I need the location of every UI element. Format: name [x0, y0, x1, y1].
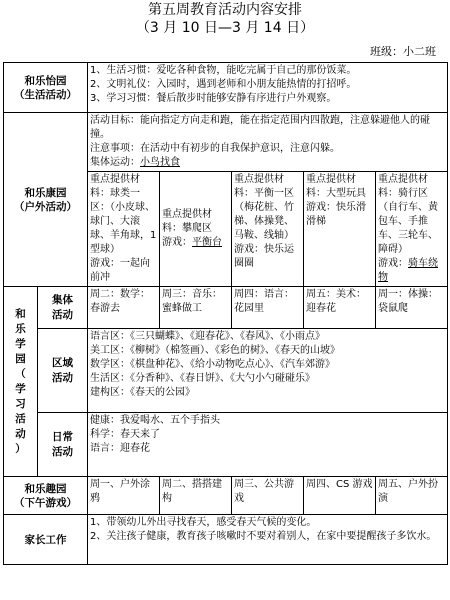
group-activity-cell: 周一：体操：袋鼠爬 — [376, 287, 448, 329]
outdoor-goal: 活动目标：能向指定方向走和跑，能在指定范围内四散跑，注意躲避他人的碰撞。 — [90, 115, 430, 140]
section-char: 乐 — [15, 322, 26, 335]
section-char: （ — [15, 367, 26, 380]
section-char: 园 — [15, 352, 26, 365]
material-text: 重点提供材料：大型玩具 — [306, 174, 366, 199]
area-item: 生活区：《分香种》、《春日饼》、《大勺小勺碰碰乐》 — [90, 373, 315, 384]
material-text: 重点提供材料：平衡一区（梅花桩、竹梯、体操凳、马鞍、线轴） — [234, 174, 294, 241]
parent-row — [4, 515, 448, 565]
section-char: 和 — [15, 307, 26, 320]
game-section-title: 和乐趣园 — [24, 482, 67, 495]
study-daily-label — [38, 413, 88, 477]
material-text: 重点提供材料：球类一区：（小皮球、球门、大滚球、羊角球，1 型球） — [90, 174, 157, 255]
section-char: 动 — [15, 427, 26, 440]
outdoor-material-cell — [304, 172, 376, 287]
game-section-cell — [4, 477, 88, 515]
study-group-label — [38, 287, 88, 329]
game-name: 骑车绕物 — [378, 258, 438, 283]
area-item: 数学区：《棋盘种花》、《给小动物吃点心》、《汽车郊游》 — [90, 359, 335, 370]
daily-activity-content — [88, 413, 448, 477]
life-item: 3、学习习惯：餐后散步时能够安静有序进行户外观察。 — [90, 93, 337, 104]
area-item: 美工区：《柳树》（棉签画）、《彩色的树》、《春天的山坡》 — [90, 345, 340, 356]
outdoor-material-cell — [376, 172, 448, 287]
study-area-row — [4, 329, 448, 413]
game-cell: 周四、CS 游戏 — [304, 477, 376, 515]
group-activity-cell: 周五：美术：迎春花 — [304, 287, 376, 329]
game-prefix: 游戏： — [378, 258, 408, 269]
outdoor-section-sub: （户外活动） — [14, 200, 77, 213]
game-cell: 周一、户外涂鸦 — [88, 477, 160, 515]
area-item: 建构区：《春天的公园》 — [90, 387, 195, 398]
page-title: 第五周教育活动内容安排 — [148, 2, 302, 18]
game-section-sub: （下午游戏） — [14, 496, 77, 509]
outdoor-material-cell — [88, 172, 160, 287]
parent-section-cell: 家长工作 — [4, 515, 88, 565]
study-section-title — [14, 307, 28, 457]
group-prefix: 集体运动： — [90, 157, 140, 168]
section-char: 学 — [15, 337, 26, 350]
parent-item: 2、关注孩子健康，教育孩子咳嗽时不要对着别人，在家中要提醒孩子多饮水。 — [90, 531, 437, 542]
life-item: 1、生活习惯：爱吃各种食物，能吃完属于自己的那份饭菜。 — [90, 65, 357, 76]
outdoor-info — [88, 113, 448, 172]
study-area-label — [38, 329, 88, 413]
outdoor-row — [4, 113, 448, 172]
group-label-text: 集体活动 — [52, 293, 73, 321]
outdoor-notice: 注意事项：在活动中有初步的自我保护意识，注意闪躲。 — [90, 143, 340, 154]
game-cell: 周二、搭搭建构 — [160, 477, 232, 515]
parent-item: 1、带领幼儿外出寻找春天，感受春天气候的变化。 — [90, 517, 317, 528]
group-activity-cell: 周二：数学：春游去 — [88, 287, 160, 329]
life-section-sub: （生活活动） — [14, 88, 77, 101]
life-content — [88, 63, 448, 113]
game-name: 快乐运圈圈 — [234, 244, 294, 269]
game-row — [4, 477, 448, 515]
daily-item: 科学：春天来了 — [90, 429, 160, 440]
game-name: 平衡台 — [192, 237, 222, 248]
area-item: 语言区：《三只蝴蝶》、《迎春花》、《春风》、《小雨点》 — [90, 331, 325, 342]
outdoor-material-cell — [232, 172, 304, 287]
section-char: 活 — [15, 412, 26, 425]
group-activity-cell: 周三：音乐：蜜蜂做工 — [160, 287, 232, 329]
study-daily-row — [4, 413, 448, 477]
game-cell: 周五、户外扮演 — [376, 477, 448, 515]
class-label: 班级：小二班 — [370, 45, 436, 58]
game-prefix: 游戏： — [162, 237, 192, 248]
daily-item: 语言：迎春花 — [90, 443, 150, 454]
life-section-cell — [4, 63, 88, 113]
section-char: 学 — [15, 382, 26, 395]
daily-item: 健康：我爱喝水、五个手指头 — [90, 415, 220, 426]
game-prefix: 游戏： — [234, 244, 264, 255]
schedule-table — [3, 62, 448, 565]
outdoor-section-title: 和乐康园 — [24, 186, 67, 199]
life-row — [4, 63, 448, 113]
group-activity-cell: 周四：语言：花园里 — [232, 287, 304, 329]
section-char: 习 — [15, 397, 26, 410]
game-name: 一起向前冲 — [90, 258, 150, 283]
outdoor-group — [90, 156, 445, 170]
life-item: 2、文明礼仪：入园时，遇到老师和小朋友能热情的打招呼。 — [90, 79, 357, 90]
study-group-row — [4, 287, 448, 329]
game-cell: 周三、公共游戏 — [232, 477, 304, 515]
daily-label-text: 日常活动 — [52, 430, 73, 458]
parent-content — [88, 515, 448, 565]
material-text: 重点提供材料：骑行区（自行车、黄包车、手推车、三轮车、障碍） — [378, 174, 438, 255]
group-name: 小鸟找食 — [140, 157, 180, 168]
life-section-title: 和乐怡园 — [24, 74, 67, 87]
material-text: 重点提供材料：攀爬区 — [162, 209, 212, 234]
outdoor-section-cell — [4, 113, 88, 287]
game-name: 快乐滑滑梯 — [306, 202, 366, 227]
game-prefix: 游戏： — [90, 258, 120, 269]
game-prefix: 游戏： — [306, 202, 336, 213]
area-label-text: 区域活动 — [52, 356, 73, 384]
area-activity-content — [88, 329, 448, 413]
outdoor-material-cell — [160, 172, 232, 287]
section-char: ） — [15, 442, 26, 455]
date-range: （3 月 10 日—3 月 14 日） — [135, 20, 315, 36]
study-section-cell — [4, 287, 38, 477]
